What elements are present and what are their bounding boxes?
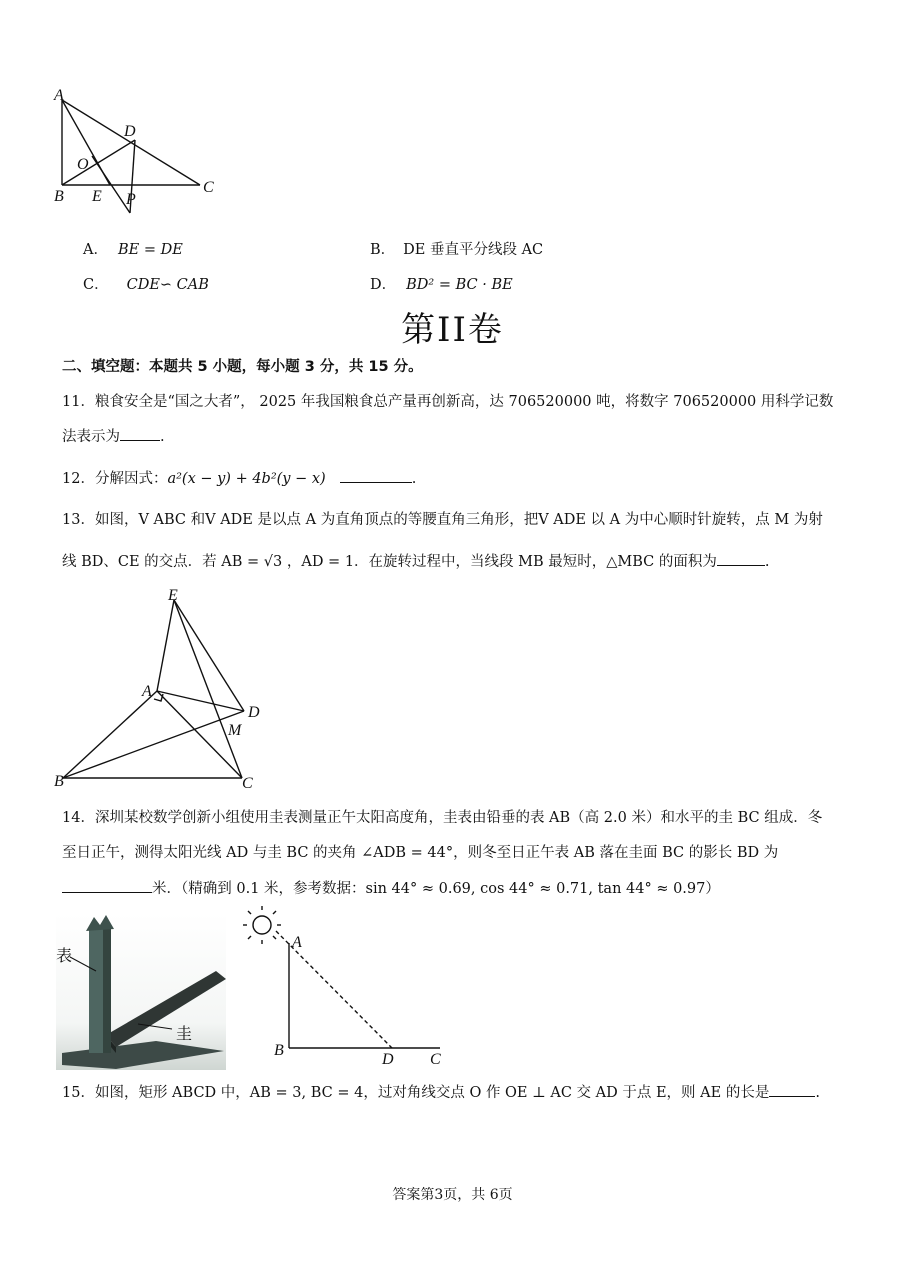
label-e: E bbox=[92, 188, 102, 205]
option-d bbox=[370, 273, 513, 294]
label-b: B bbox=[54, 188, 64, 205]
q14-line2: 至日正午，测得太阳光线 AD 与圭 BC 的夹角 ∠ADB = 44°，则冬至日正午表 AB 落在圭面 BC 的影长 BD 为 bbox=[62, 845, 779, 861]
segment-ba bbox=[63, 691, 157, 778]
label-a: A bbox=[54, 88, 64, 104]
segment-ed bbox=[174, 600, 244, 711]
q13-line1: 13．如图，V ABC 和V ADE 是以点 A 为直角顶点的等腰直角三角形，把V ADE 以 A 为中心顺时针旋转，点 M 为射 bbox=[62, 512, 823, 528]
label-d: D bbox=[124, 123, 136, 140]
q15-line bbox=[62, 1082, 820, 1103]
option-b-text: DE 垂直平分线段 AC bbox=[403, 242, 544, 258]
q15-text: 15．如图，矩形 ABCD 中，AB = 3, BC = 4，过对角线交点 O 作 OE ⊥ AC 交 AD 于点 E，则 AE 的长是 bbox=[62, 1085, 770, 1101]
option-c-label: C． bbox=[83, 277, 109, 293]
label-c: C bbox=[430, 1051, 441, 1068]
photo-gui-plate bbox=[106, 971, 226, 1047]
section2-heading: 二、填空题：本题共 5 小题，每小题 3 分，共 15 分。 bbox=[62, 359, 423, 375]
page-footer: 答案第3页，共 6页 bbox=[392, 1187, 513, 1203]
label-a: A bbox=[292, 934, 302, 951]
label-p: P bbox=[126, 191, 136, 208]
q11-line2 bbox=[62, 426, 165, 447]
option-a-text: BE = DE bbox=[117, 242, 183, 258]
q13-line2 bbox=[62, 551, 770, 572]
label-o: O bbox=[77, 156, 89, 173]
figure-q13 bbox=[50, 586, 280, 796]
q14-answer-blank[interactable] bbox=[62, 878, 152, 893]
segment-bd bbox=[62, 140, 135, 185]
label-c: C bbox=[203, 179, 214, 196]
section-title: 第II卷 bbox=[401, 310, 504, 350]
q11-answer-blank[interactable] bbox=[120, 426, 160, 441]
q11-line1: 11．粮食安全是“国之大者”， 2025 年我国粮食总产量再创新高，达 706520000 吨，将数字 706520000 用科学记数 bbox=[62, 394, 834, 410]
figure-q14 bbox=[240, 905, 460, 1070]
segment-bd bbox=[63, 711, 244, 778]
gnomon-photo-drawing bbox=[56, 913, 226, 1070]
label-b: B bbox=[274, 1042, 284, 1059]
q14-line3-wrap bbox=[62, 878, 720, 899]
q13-answer-blank[interactable] bbox=[717, 551, 765, 566]
segment-ea bbox=[157, 600, 174, 691]
option-d-text: BD² = BC · BE bbox=[406, 277, 513, 293]
label-d: D bbox=[248, 704, 260, 721]
q11-text: 法表示为 bbox=[62, 429, 120, 445]
option-b-label: B． bbox=[370, 242, 396, 258]
option-c bbox=[83, 273, 209, 294]
photo-dragon-top bbox=[86, 915, 114, 931]
q12-expression: a²(x − y) + 4b²(y − x) bbox=[167, 471, 326, 487]
q14-line3: 米．（精确到 0.1 米，参考数据：sin 44° ≈ 0.69, cos 44° ≈ 0.71, tan 44° ≈ 0.97） bbox=[152, 881, 720, 897]
photo-base bbox=[62, 1041, 224, 1069]
option-c-text: CDE∽ CAB bbox=[126, 277, 209, 293]
q15-end: . bbox=[815, 1085, 820, 1101]
label-d: D bbox=[382, 1051, 394, 1068]
label-m: M bbox=[228, 722, 242, 739]
segment-ad bbox=[157, 691, 244, 711]
option-a-label: A． bbox=[83, 242, 108, 258]
figure-q10 bbox=[50, 88, 230, 238]
option-b bbox=[370, 238, 543, 259]
q11-end: . bbox=[160, 429, 165, 445]
q15-answer-blank[interactable] bbox=[769, 1082, 815, 1097]
label-e: E bbox=[168, 587, 178, 604]
q13-text: 线 BD、CE 的交点．若 AB = √3 ，AD = 1．在旋转过程中，当线段 MB 最短时，△MBC 的面积为 bbox=[62, 554, 717, 570]
q13-end: . bbox=[764, 554, 770, 570]
label-a: A bbox=[142, 683, 152, 700]
q12-answer-blank[interactable] bbox=[340, 468, 412, 483]
segment-ec bbox=[174, 600, 242, 778]
gnomon-photo bbox=[56, 913, 226, 1070]
q14-line1: 14．深圳某校数学创新小组使用圭表测量正午太阳高度角，圭表由铅垂的表 AB（高 2.0 米）和水平的圭 BC 组成．冬 bbox=[62, 810, 823, 826]
photo-label-biao: 表 bbox=[56, 946, 73, 965]
option-d-label: D． bbox=[370, 277, 397, 293]
sun-icon bbox=[253, 916, 271, 934]
photo-label-gui: 圭 bbox=[176, 1024, 193, 1043]
q12-prefix: 12．分解因式： bbox=[62, 471, 168, 487]
option-a bbox=[83, 238, 183, 259]
q12-line bbox=[62, 468, 416, 489]
label-c: C bbox=[242, 775, 253, 792]
q12-end: . bbox=[411, 471, 417, 487]
label-b: B bbox=[54, 773, 64, 790]
